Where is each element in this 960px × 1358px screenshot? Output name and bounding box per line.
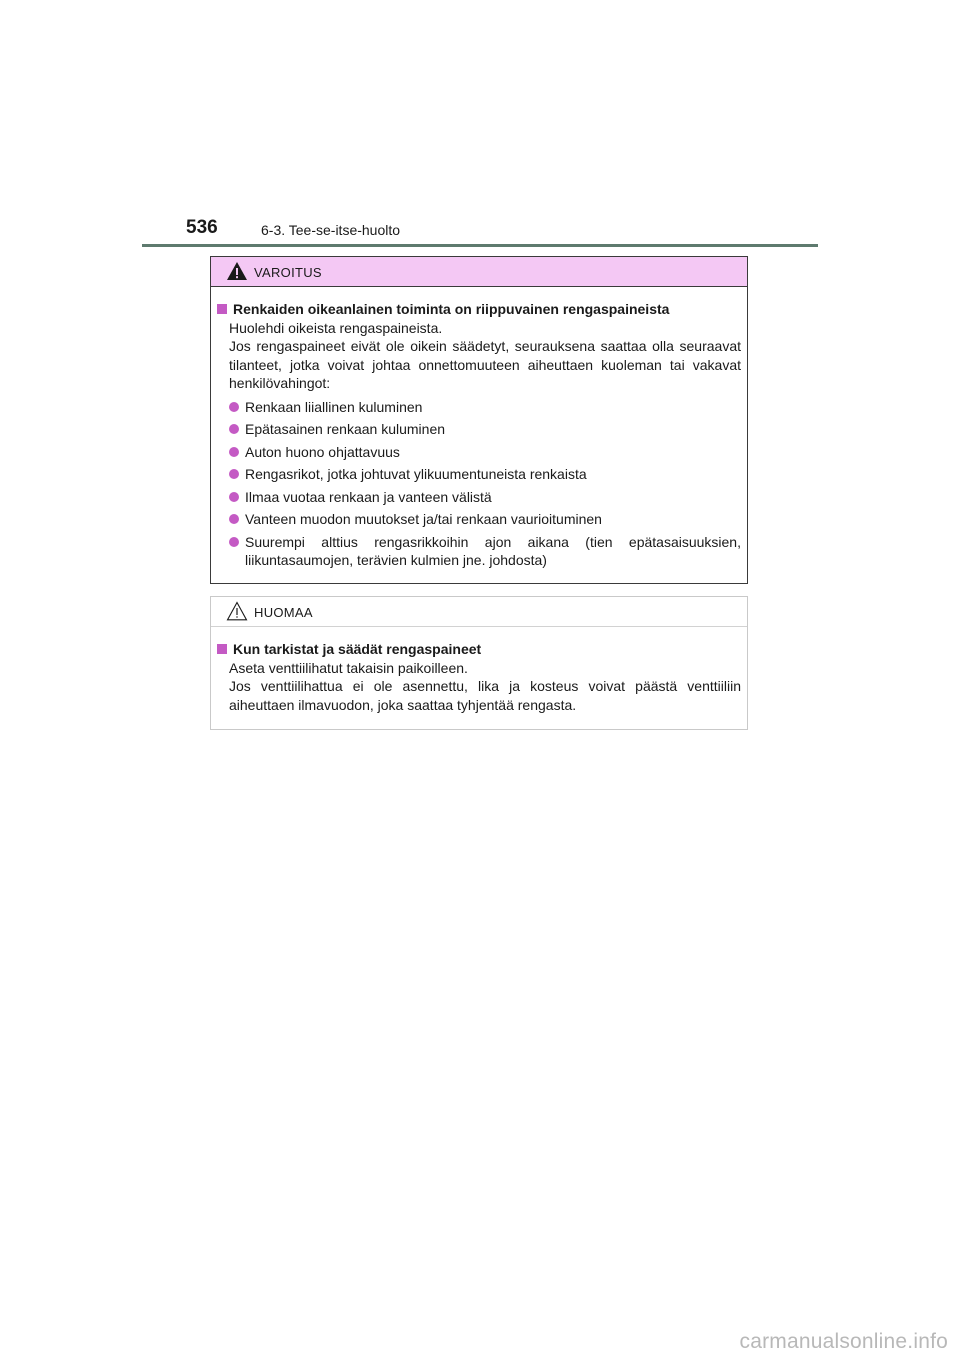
bullet-text: Renkaan liiallinen kuluminen <box>245 398 423 415</box>
notice-header <box>211 597 747 627</box>
warning-intro-line2: Jos rengaspaineet eivät ole oikein säädetyt, seurauksena saattaa olla seuraavat tilanteet, jotka voivat johtaa onnettomuuteen aiheuttaen kuoleman tai vakavat henkilövahingot: <box>229 338 741 391</box>
warning-header <box>211 257 747 287</box>
bullet-text: Vanteen muodon muutokset ja/tai renkaan vaurioituminen <box>245 511 602 527</box>
bullet-text: Ilmaa vuotaa renkaan ja vanteen välistä <box>245 488 492 505</box>
list-item <box>217 510 741 529</box>
list-item <box>217 488 741 507</box>
header-rule <box>142 244 818 247</box>
list-item <box>217 533 741 570</box>
square-bullet-icon <box>217 644 227 654</box>
bullet-dot-icon <box>229 514 239 524</box>
notice-line2: Jos venttiilihattua ei ole asennettu, lika ja kosteus voivat päästä venttiiliin aiheuttaen ilmavuodon, joka saattaa tyhjentää rengasta. <box>229 678 741 713</box>
warning-body <box>211 287 747 570</box>
notice-line1: Aseta venttiilihatut takaisin paikoilleen. <box>229 659 468 676</box>
bullet-text: Rengasrikot, jotka johtuvat ylikuumentuneista renkaista <box>245 466 587 482</box>
warning-box <box>210 256 748 584</box>
bullet-dot-icon <box>229 424 239 434</box>
warning-triangle-icon <box>226 261 248 281</box>
bullet-dot-icon <box>229 402 239 412</box>
list-item <box>217 443 741 462</box>
notice-label: HUOMAA <box>254 605 313 620</box>
watermark: carmanualsonline.info <box>739 1330 948 1353</box>
bullet-dot-icon <box>229 469 239 479</box>
notice-box <box>210 596 748 730</box>
warning-topic <box>217 300 741 319</box>
list-item <box>217 465 741 484</box>
warning-intro-line1: Huolehdi oikeista rengaspaineista. <box>229 319 443 336</box>
square-bullet-icon <box>217 304 227 314</box>
page-number: 536 <box>186 217 218 238</box>
list-item <box>217 420 741 439</box>
bullet-text: Epätasainen renkaan kuluminen <box>245 421 446 437</box>
bullet-text: Suurempi alttius rengasrikkoihin ajon aikana (tien epätasaisuuksien, liikuntasaumojen, terävien kulmien jne. johdosta) <box>245 533 741 568</box>
warning-bullet-list <box>217 398 741 570</box>
bullet-dot-icon <box>229 492 239 502</box>
warning-label: VAROITUS <box>254 265 322 280</box>
notice-topic <box>217 640 741 659</box>
section-title: 6-3. Tee-se-itse-huolto <box>261 222 401 238</box>
bullet-dot-icon <box>229 537 239 547</box>
bullet-text: Auton huono ohjattavuus <box>245 443 400 460</box>
list-item <box>217 398 741 417</box>
caution-triangle-icon <box>226 601 248 621</box>
notice-topic-text: Kun tarkistat ja säädät rengaspaineet <box>233 641 482 657</box>
warning-topic-text: Renkaiden oikeanlainen toiminta on riippuvainen rengaspaineista <box>233 301 670 317</box>
notice-body <box>211 627 747 714</box>
bullet-dot-icon <box>229 447 239 457</box>
